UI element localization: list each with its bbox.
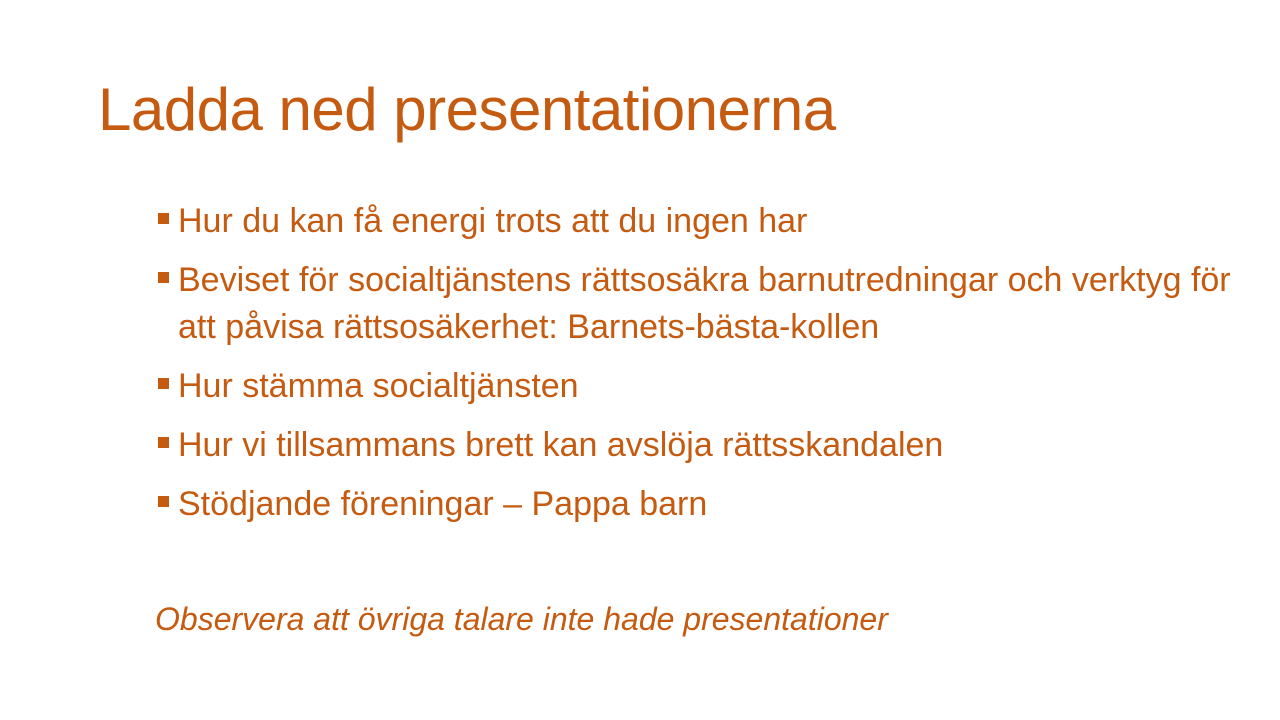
square-bullet-icon [158,437,169,448]
slide-title: Ladda ned presentationerna [98,76,836,143]
bullet-text: Stödjande föreningar – Pappa barn [178,485,708,523]
bullet-item [156,422,1236,469]
slide-note: Observera att övriga talare inte hade presentationer [155,601,888,637]
bullet-item [156,257,1236,351]
bullet-item [156,198,1236,245]
bullet-text: Hur du kan få energi trots att du ingen har [178,202,808,240]
square-bullet-icon [158,213,169,224]
bullet-item [156,481,1236,528]
bullet-text: Beviset för socialtjänstens rättsosäkra barnutredningar och verktyg för att påvisa rättsosäkerhet: Barnets-bästa-kollen [178,261,1231,346]
bullet-list [156,198,1236,540]
bullet-text: Hur vi tillsammans brett kan avslöja rättsskandalen [178,426,944,464]
bullet-text: Hur stämma socialtjänsten [178,367,579,405]
square-bullet-icon [158,272,169,283]
bullet-item [156,363,1236,410]
square-bullet-icon [158,496,169,507]
square-bullet-icon [158,378,169,389]
